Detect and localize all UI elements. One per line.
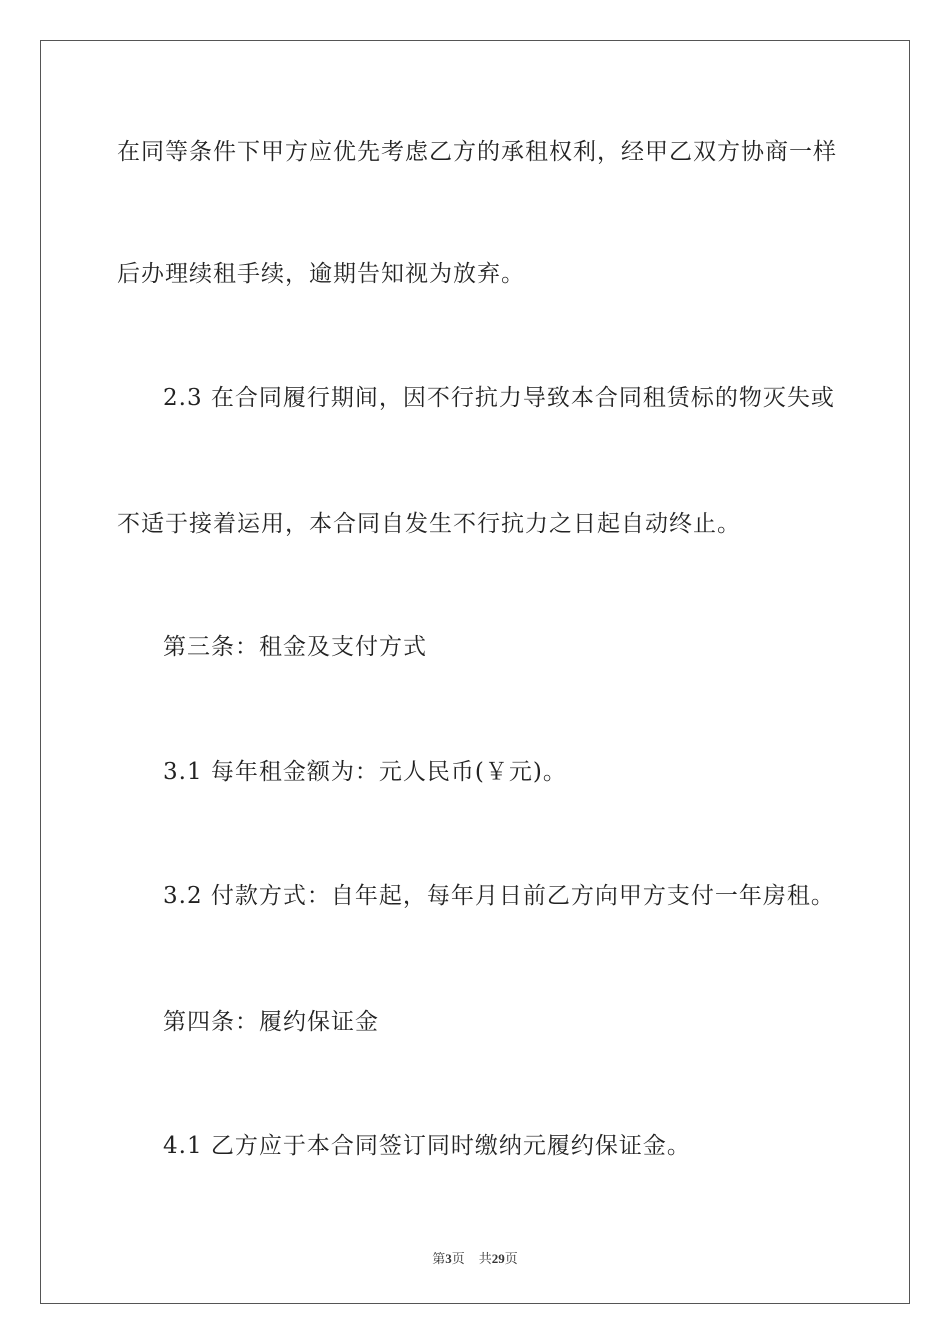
page-number: 3: [445, 1251, 452, 1266]
total-prefix: 共: [478, 1251, 492, 1266]
clause-2-3-line-1: 2.3 在合同履行期间，因不行抗力导致本合同租赁标的物灭失或: [163, 385, 835, 411]
clause-3-1: 3.1 每年租金额为：元人民币(￥元)。: [163, 759, 567, 785]
page-prefix: 第: [432, 1251, 446, 1266]
page-suffix: 页: [451, 1251, 465, 1266]
total-suffix: 页: [504, 1251, 518, 1266]
page-footer: [0, 1248, 950, 1267]
article-4-heading: 第四条：履约保证金: [163, 1009, 379, 1035]
total-pages: 29: [491, 1251, 505, 1266]
clause-2-3-line-2: 不适于接着运用，本合同自发生不行抗力之日起自动终止。: [117, 511, 741, 537]
clause-4-1: 4.1 乙方应于本合同签订同时缴纳元履约保证金。: [163, 1133, 691, 1159]
article-3-heading: 第三条：租金及支付方式: [163, 634, 427, 660]
clause-3-2: 3.2 付款方式：自年起，每年月日前乙方向甲方支付一年房租。: [163, 883, 835, 909]
body-line-1: 在同等条件下甲方应优先考虑乙方的承租权利，经甲乙双方协商一样: [117, 139, 837, 165]
body-line-2: 后办理续租手续，逾期告知视为放弃。: [117, 261, 525, 287]
page-border: [40, 40, 910, 1304]
